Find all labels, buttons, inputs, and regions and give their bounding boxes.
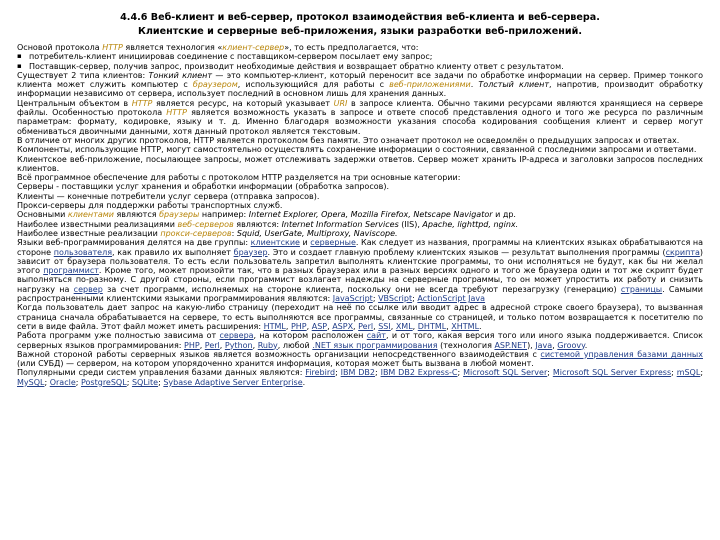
term-clients: клиентами — [67, 210, 114, 220]
term-web-servers: веб-серверов — [177, 219, 234, 229]
link-dhtml[interactable]: DHTML — [417, 321, 447, 331]
paragraph-dbms — [17, 350, 703, 369]
text: является возможность указать в запросе и ответе способ представления одного и того же ресурса по различным параметрам: формату, кодировке, языку и т. д. Именно благодаря возможности указания способа кодирования сообщения клиент и сервер могут обмениваться двоичными данными, хотя данный протокол является текстовым. — [17, 108, 703, 136]
term-web-apps: веб-приложениями — [389, 80, 471, 90]
paragraph-web-servers — [17, 220, 703, 229]
text: Наиболее известными реализациями — [17, 219, 178, 229]
text: », то есть предполагается, что: — [284, 43, 419, 52]
paragraph-dbms-list — [17, 368, 703, 387]
text: . — [302, 377, 306, 387]
paragraph-proxies: Прокси-серверы для поддержки работы транспортных служб. — [17, 201, 283, 211]
text: . — [479, 321, 482, 331]
text: , — [373, 321, 379, 331]
term-proxy-servers: прокси-серверов — [160, 228, 232, 238]
text: . Это и создает главную проблему клиентских языков — результат выполнения программы ( — [267, 247, 666, 257]
paragraph-clients: Клиенты — конечные потребители услуг сервера (отправка запросов). — [17, 191, 320, 201]
text: являются — [113, 210, 160, 220]
text: , — [327, 321, 333, 331]
browser-list: Internet Explorer, Opera, Mozilla Firefox, Netscape Navigator — [248, 210, 493, 220]
text: Популярными среди систем управления базами данных являются: — [17, 368, 306, 378]
term-browser: браузером — [192, 80, 238, 90]
term-http: HTTP — [102, 43, 123, 52]
link-mysql[interactable]: MySQL — [17, 377, 45, 387]
text: ; — [372, 294, 379, 304]
paragraph-server-languages — [17, 331, 703, 350]
text: (IIS), — [398, 219, 423, 229]
link-perl[interactable]: Perl — [204, 340, 220, 350]
link-msql[interactable]: mSQL — [676, 368, 701, 378]
link-aspnet[interactable]: ASP.NET — [494, 340, 528, 350]
term-iis: Internet Information Services — [281, 219, 399, 229]
link-php[interactable]: PHP — [290, 321, 307, 331]
link-browser[interactable]: браузер — [233, 247, 268, 257]
text: ; — [457, 368, 464, 378]
text: , на котором расположен — [253, 331, 367, 341]
text: ; — [412, 294, 418, 304]
text: ; — [44, 377, 50, 387]
text: в запросе клиента. Обычно такими ресурсами являются хранящиеся на сервере файлы. Особенностью протокола — [17, 98, 703, 118]
text: например: — [199, 210, 249, 220]
link-mssql-express[interactable]: Microsoft SQL Server Express — [552, 368, 672, 378]
paragraph-request-flow — [17, 303, 703, 331]
text: (или СУБД) — сервером, на котором упорядоченно хранится информация, которая может быть вызвана в любой момент. — [17, 359, 534, 369]
text: является ресурс, на который указывает — [152, 98, 334, 108]
text: , — [306, 321, 312, 331]
link-javascript[interactable]: JavaScript — [332, 294, 373, 304]
page-title — [12, 11, 708, 38]
text: : — [231, 228, 237, 238]
text: , как правило их выполняет — [112, 247, 234, 257]
link-actionscript[interactable]: ActionScript Java — [417, 294, 486, 304]
text: ; — [126, 377, 132, 387]
text: . Кроме того, может произойти так, что в разных браузерах или в разных версиях одного и того же браузера один и тот же скрипт будет выполняться по-разному. С другой стороны, если программист возлагает надежды на серверные программы, то он может упростить их работу и снизить нагрузку на — [17, 266, 703, 294]
text: ; — [547, 368, 553, 378]
text: , — [285, 321, 291, 331]
paragraph-servers: Серверы - поставщики услуг хранения и обработки информации (обработка запросов). — [17, 182, 389, 192]
paragraph-components: Компоненты, использующие HTTP, могут самостоятельно осуществлять сохранение информации о состоянии, связанной с последними запросами и ответами. — [17, 145, 697, 155]
link-sybase[interactable]: Sybase Adaptive Server Enterprise — [163, 377, 303, 387]
text: — это компьютер-клиент, который переносит все задачи по обработке информации на сервер. Пример тонкого клиента может служить компьютер с — [17, 70, 703, 90]
text: ; — [75, 377, 81, 387]
link-python[interactable]: Python — [224, 340, 253, 350]
server-list: Apache, lighttpd, nginx. — [422, 219, 519, 229]
link-firebird[interactable]: Firebird — [305, 368, 336, 378]
text: Работа программ уже полностью зависима от — [17, 331, 220, 341]
text: . — [584, 340, 588, 350]
text: Языки веб-программирования делятся на две группы: — [17, 238, 251, 248]
link-ruby[interactable]: Ruby — [257, 340, 278, 350]
text: ; — [700, 368, 703, 378]
text: являются: — [233, 219, 282, 229]
link-html[interactable]: HTML — [263, 321, 286, 331]
link-pages[interactable]: страницы — [620, 284, 663, 294]
text: ; — [158, 377, 164, 387]
text: , — [412, 321, 418, 331]
link-postgresql[interactable]: PostgreSQL — [81, 377, 127, 387]
link-mssql[interactable]: Microsoft SQL Server — [463, 368, 548, 378]
text: Когда пользователь дает запрос на какую-либо страницу (переходит на неё по ссылке или вводит адрес в адресной строке своего браузера), то вызванная страница сначала обрабатывается на сервере, то есть выполняются все программы, связанные со страницей, и только потом возвращается к посетителю по сети в виде файла. Этот файл может иметь расширения: — [17, 303, 703, 331]
link-ibm-db2-express[interactable]: IBM DB2 Express-C — [380, 368, 458, 378]
text: , и от того, какая версия того или иного языка поддерживается. Список серверных языков программирования: — [17, 331, 703, 350]
paragraph-browsers — [17, 210, 703, 219]
text: , — [446, 321, 452, 331]
term-http: HTTP — [131, 98, 153, 108]
link-aspx[interactable]: ASPX — [332, 321, 354, 331]
text: за счет программ, исполняемых на стороне клиента, поскольку они не всегда требуют перезагрузку (генерацию) — [102, 284, 621, 294]
text: Существует 2 типа клиентов: — [17, 70, 149, 80]
paragraph-languages — [17, 238, 703, 303]
text: ; — [335, 368, 341, 378]
text: , напротив, производит обработку информации независимо от сервера, использует последний в основном лишь для хранения данных. — [17, 80, 703, 99]
link-java[interactable]: Java — [535, 340, 553, 350]
link-programmer[interactable]: программист — [43, 266, 99, 276]
text: Центральным объектом в — [17, 98, 132, 108]
link-server[interactable]: сервер — [73, 284, 103, 294]
link-ibm-db2[interactable]: IBM DB2 — [340, 368, 376, 378]
link-sqlite[interactable]: SQLite — [131, 377, 159, 387]
link-oracle[interactable]: Oracle — [49, 377, 76, 387]
text: ), — [527, 340, 536, 350]
text: , — [390, 321, 396, 331]
text: , — [199, 340, 205, 350]
link-ssi[interactable]: SSI — [378, 321, 391, 331]
link-xhtml[interactable]: XHTML — [451, 321, 480, 331]
link-asp[interactable]: ASP — [311, 321, 328, 331]
paragraph-resource — [17, 99, 703, 136]
term-thin-client: Тонкий клиент — [148, 70, 213, 80]
text: ) зависит от браузера пользователя. То есть если пользователь запретил выполнять клиентские программы, то они исполняться не будут, как бы ни желал этого — [17, 247, 703, 276]
text: , использующийся для работы с — [237, 80, 390, 90]
text: Основными — [17, 210, 68, 220]
link-xml[interactable]: XML — [395, 321, 413, 331]
link-script[interactable]: скрипта — [665, 247, 700, 257]
title-line-1: 4.4.6 Веб-клиент и веб-сервер, протокол взаимодействия веб-клиента и веб-сервера. — [120, 12, 600, 23]
paragraph-proxy-servers — [17, 229, 703, 238]
text: , — [219, 340, 225, 350]
text: , — [353, 321, 359, 331]
paragraph-client-app: Клиентское веб-приложение, посылающее запросы, может отслеживать задержки ответов. Сервер может хранить IP-адреса и заголовки запросов последних клиентов. — [17, 154, 703, 173]
link-dotnet[interactable]: .NET язык программирования — [312, 340, 438, 350]
text: , — [552, 340, 558, 350]
term-uri: URI — [333, 98, 348, 108]
link-site[interactable]: сайт — [366, 331, 386, 341]
document-body — [17, 43, 703, 387]
bullet-item: ▪ Поставщик-сервер, получив запрос, производит необходимые действия и возвращает обратно клиенту ответ с результатом. — [17, 62, 703, 71]
link-dbms[interactable]: системой управления базами данных — [540, 349, 703, 359]
text: . Как следует из названия, программы на клиентских языках обрабатываются на стороне — [17, 238, 703, 257]
text: является технология « — [122, 43, 223, 52]
text: и др. — [492, 210, 516, 220]
term-thick-client: Толстый клиент — [478, 80, 549, 90]
link-php[interactable]: PHP — [184, 340, 200, 350]
text: Наиболее известные реализации — [17, 228, 161, 238]
paragraph-categories: Всё программное обеспечение для работы с протоколом HTTP разделяется на три основные категории: — [17, 173, 461, 183]
link-vbscript[interactable]: VBScript — [378, 294, 413, 304]
paragraph-stateless: В отличие от многих других протоколов, HTTP является протоколом без памяти. Это означает протокол не осведомлён о предыдущих запросах и ответах. — [17, 135, 680, 145]
bullet-item: ▪ потребитель-клиент инициировав соединение с поставщиком-сервером посылает ему запрос; — [17, 52, 703, 61]
text: , любой — [277, 340, 313, 350]
text: Основой протокола — [17, 43, 103, 52]
link-groovy[interactable]: Groovy — [557, 340, 585, 350]
text: . — [470, 80, 479, 90]
text: , — [252, 340, 258, 350]
paragraph-intro — [17, 43, 703, 52]
text: ; — [375, 368, 381, 378]
link-server-side[interactable]: серверные — [310, 238, 356, 248]
paragraph-client-types — [17, 71, 703, 99]
text: ; — [671, 368, 677, 378]
proxy-list: Squid, UserGate, Multiproxy, Naviscope. — [236, 228, 398, 238]
text: (технология — [437, 340, 495, 350]
text: Важной стороной работы серверных языков является возможность организации непосредственного взаимодействия с — [17, 349, 541, 359]
title-line-2: Клиентские и серверные веб-приложения, языки разработки веб-приложений. — [138, 25, 582, 37]
link-client-side[interactable]: клиентские — [250, 238, 300, 248]
link-user[interactable]: пользователя — [53, 247, 113, 257]
term-http: HTTP — [166, 108, 187, 118]
term-browsers: браузеры — [159, 210, 200, 220]
term-client-server: клиент-сервер — [222, 43, 285, 52]
text: . Самыми распространенными клиентскими языками программирования являются: — [17, 284, 703, 304]
link-server[interactable]: сервера — [219, 331, 254, 341]
link-perl[interactable]: Perl — [358, 321, 374, 331]
text: и — [299, 238, 311, 248]
